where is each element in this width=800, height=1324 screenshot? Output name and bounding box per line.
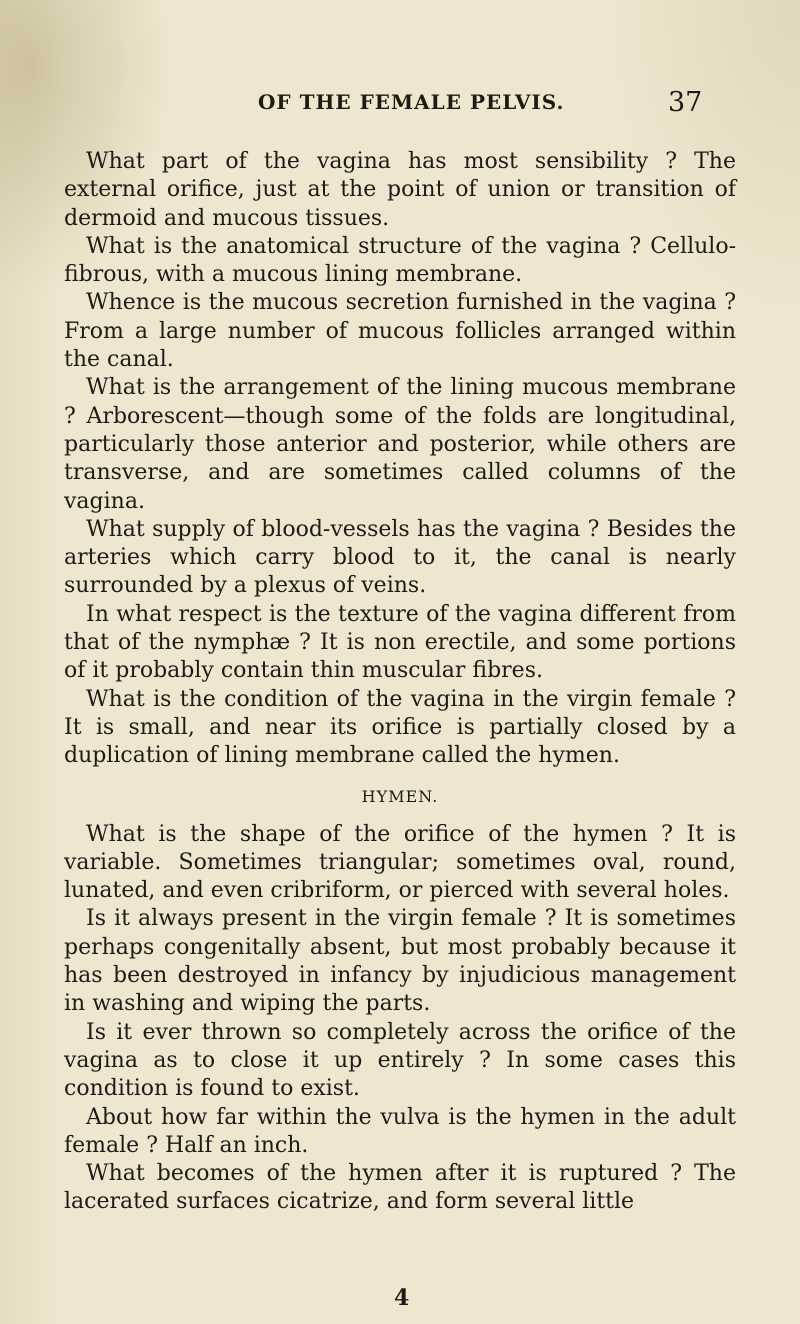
page-header (0, 87, 800, 120)
paragraph: About how far within the vulva is the hymen in the adult female ? Half an inch. (64, 1104, 736, 1158)
body-text (64, 148, 736, 1217)
page-number: 37 (668, 87, 703, 118)
paragraph: Is it ever thrown so completely across the orifice of the vagina as to close it up entirely ? In some cases this condition is found to exist. (64, 1019, 736, 1102)
paragraph: What is the anatomical structure of the vagina ? Cellulo-fibrous, with a mucous lining membrane. (64, 233, 736, 288)
paragraph: What becomes of the hymen after it is ruptured ? The lacerated surfaces cicatrize, and form several little (64, 1161, 736, 1215)
signature-mark: 4 (394, 1285, 410, 1311)
paragraph: Whence is the mucous secretion furnished in the vagina ? From a large number of mucous follicles arranged within the canal. (64, 290, 736, 373)
paragraph: What supply of blood-vessels has the vagina ? Besides the arteries which carry blood to it, the canal is nearly surrounded by a plexus of veins. (64, 516, 736, 599)
paragraph: What is the shape of the orifice of the hymen ? It is variable. Sometimes triangular; sometimes oval, round, lunated, and even cribriform, or pierced with several holes. (64, 821, 736, 904)
section-heading: HYMEN. (361, 786, 439, 806)
paragraph: What part of the vagina has most sensibility ? The external orifice, just at the point of union or transition of dermoid and mucous tissues. (64, 149, 736, 231)
paragraph: Is it always present in the virgin female ? It is sometimes perhaps congenitally absent, but most probably because it has been destroyed in infancy by injudicious management in washing and wiping the parts. (64, 906, 736, 1017)
running-head: OF THE FEMALE PELVIS. (258, 90, 565, 114)
paragraph: What is the arrangement of the lining mucous membrane ? Arborescent—though some of the folds are longitudinal, particularly those anterior and posterior, while others are transverse, and are sometimes called columns of the vagina. (64, 375, 736, 514)
paragraph: In what respect is the texture of the vagina different from that of the nymphæ ? It is non erectile, and some portions of it probably contain thin muscular fibres. (64, 601, 736, 684)
paragraph: What is the condition of the vagina in the virgin female ? It is small, and near its orifice is partially closed by a duplication of lining membrane called the hymen. (64, 686, 736, 769)
